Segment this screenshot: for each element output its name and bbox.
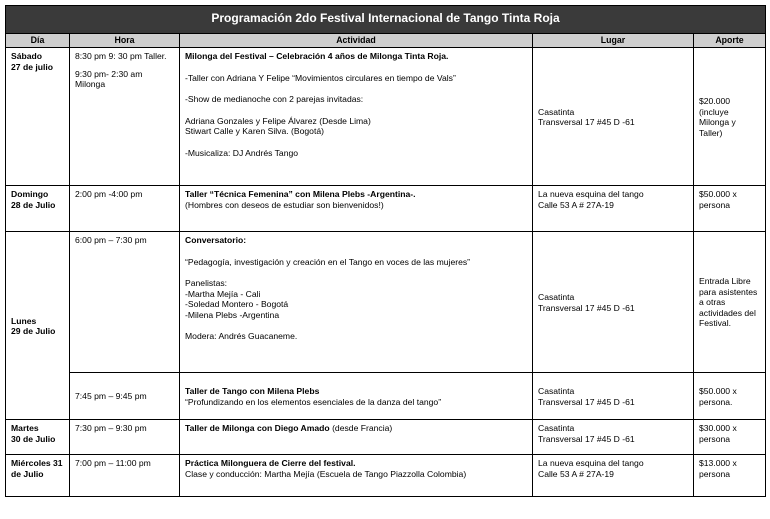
- activity-title: Milonga del Festival – Celebración 4 años de Milonga Tinta Roja.: [185, 51, 449, 61]
- fee-cell: $30.000 x persona: [694, 420, 766, 455]
- time-cell: 7:30 pm – 9:30 pm: [70, 420, 180, 455]
- place-cell: Casatinta Transversal 17 #45 D -61: [533, 48, 694, 186]
- activity-line: -Taller con Adriana Y Felipe “Movimientos circulares en tiempo de Vals”: [185, 72, 456, 83]
- place-cell: La nueva esquina del tango Calle 53 A # 27A-19: [533, 186, 694, 232]
- activity-line: -Musicaliza: DJ Andrés Tango: [185, 147, 299, 158]
- activity-line: (Hombres con deseos de estudiar son bienvenidos!): [185, 199, 384, 210]
- table-row-sabado: [6, 48, 766, 186]
- activity-line: -Show de medianoche con 2 parejas invitadas:: [185, 94, 364, 104]
- activity-line: Clase y conducción: Martha Mejía (Escuela de Tango Piazzolla Colombia): [185, 468, 467, 479]
- schedule-table: [5, 5, 766, 497]
- place-cell: Casatinta Transversal 17 #45 D -61: [533, 373, 694, 420]
- activity-title: Taller de Milonga con Diego Amado: [185, 423, 330, 433]
- time-cell: [70, 48, 180, 186]
- activity-line: Modera: Andrés Guacaneme.: [185, 331, 298, 341]
- activity-cell: [180, 186, 533, 232]
- day-cell: Sábado 27 de julio: [6, 48, 70, 186]
- header-place: Lugar: [533, 34, 694, 48]
- time-cell: 7:00 pm – 11:00 pm: [70, 455, 180, 497]
- table-row-martes: [6, 420, 766, 455]
- fee-cell: $50.000 x persona: [694, 186, 766, 232]
- time-cell: 6:00 pm – 7:30 pm: [70, 232, 180, 373]
- time-slot-1: 8:30 pm 9: 30 pm Taller.: [75, 51, 167, 61]
- day-cell: Lunes 29 de Julio: [6, 232, 70, 420]
- activity-line: Adriana Gonzales y Felipe Álvarez (Desde Lima) Stiwart Calle y Karen Silva. (Bogotá): [185, 115, 371, 136]
- place-cell: La nueva esquina del tango Calle 53 A # 27A-19: [533, 455, 694, 497]
- schedule-document: [5, 5, 765, 497]
- table-row-lunes-1: [6, 232, 766, 373]
- activity-title-note: (desde Francia): [329, 423, 393, 433]
- fee-cell: $50.000 x persona.: [694, 373, 766, 420]
- document-title: Programación 2do Festival Internacional de Tango Tinta Roja: [6, 6, 766, 34]
- header-time: Hora: [70, 34, 180, 48]
- fee-cell: $20.000 (incluye Milonga y Taller): [694, 48, 766, 186]
- time-cell: 7:45 pm – 9:45 pm: [70, 373, 180, 420]
- activity-line: Panelistas: -Martha Mejía - Cali -Soledad Montero - Bogotá -Milena Plebs -Argentina: [185, 278, 289, 320]
- activity-title: Práctica Milonguera de Cierre del festival.: [185, 458, 356, 468]
- activity-title: Taller “Técnica Femenina” con Milena Plebs -Argentina-.: [185, 189, 416, 199]
- activity-title: Conversatorio:: [185, 235, 247, 245]
- table-header-row: [6, 34, 766, 48]
- time-cell: 2:00 pm -4:00 pm: [70, 186, 180, 232]
- time-slot-2: 9:30 pm- 2:30 am Milonga: [75, 68, 143, 89]
- activity-line: “Profundizando en los elementos esenciales de la danza del tango”: [185, 396, 442, 407]
- fee-cell: $13.000 x persona: [694, 455, 766, 497]
- table-row-lunes-2: [6, 373, 766, 420]
- fee-cell: Entrada Libre para asistentes a otras actividades del Festival.: [694, 232, 766, 373]
- activity-cell: [180, 232, 533, 373]
- activity-line: “Pedagogía, investigación y creación en el Tango en voces de las mujeres”: [185, 256, 471, 267]
- activity-cell: [180, 455, 533, 497]
- place-cell: Casatinta Transversal 17 #45 D -61: [533, 232, 694, 373]
- header-fee: Aporte: [694, 34, 766, 48]
- day-cell: Miércoles 31 de Julio: [6, 455, 70, 497]
- day-cell: Martes 30 de Julio: [6, 420, 70, 455]
- header-activity: Actividad: [180, 34, 533, 48]
- activity-cell: [180, 420, 533, 455]
- activity-title: Taller de Tango con Milena Plebs: [185, 386, 320, 396]
- table-row-miercoles: [6, 455, 766, 497]
- place-cell: Casatinta Transversal 17 #45 D -61: [533, 420, 694, 455]
- activity-cell: [180, 48, 533, 186]
- day-cell: Domingo 28 de Julio: [6, 186, 70, 232]
- activity-cell: [180, 373, 533, 420]
- table-row-domingo: [6, 186, 766, 232]
- header-day: Día: [6, 34, 70, 48]
